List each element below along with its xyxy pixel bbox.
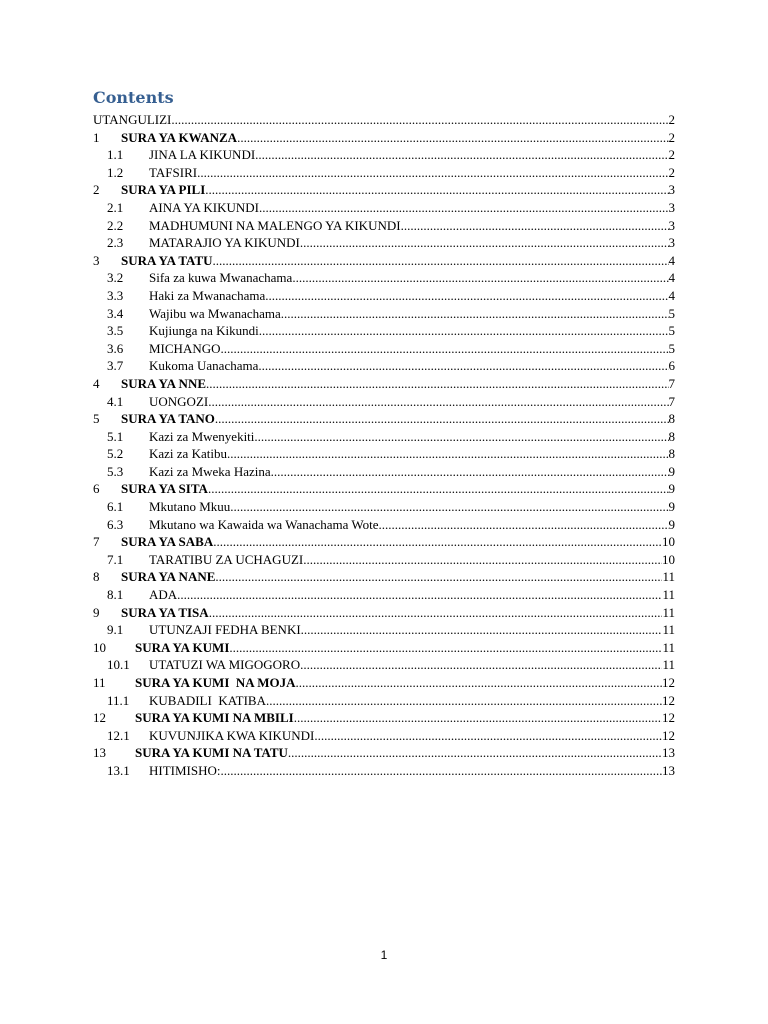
toc-heading: Contents: [93, 88, 174, 107]
toc-dot-leader: [221, 762, 663, 780]
toc-entry[interactable]: [93, 604, 675, 622]
toc-dot-leader: [213, 252, 669, 270]
toc-entry[interactable]: [93, 692, 675, 710]
toc-entry-page: 11: [662, 604, 675, 620]
toc-entry-number: 3.5: [107, 323, 124, 339]
toc-entry-title: SURA YA TISA: [121, 604, 209, 620]
toc-entry-page: 10: [662, 551, 675, 567]
toc-dot-leader: [209, 604, 663, 622]
toc-dot-leader: [254, 428, 668, 446]
toc-entry-number: 13: [93, 745, 106, 761]
toc-entry[interactable]: [93, 375, 675, 393]
toc-entry-number: 3.7: [107, 358, 124, 374]
toc-entry-number: 7.1: [107, 551, 124, 567]
toc-entry-page: 9: [668, 481, 675, 497]
toc-entry[interactable]: [93, 498, 675, 516]
toc-entry-title: UTUNZAJI FEDHA BENKI: [149, 622, 301, 638]
toc-entry[interactable]: [93, 727, 675, 745]
toc-entry-title: SURA YA TANO: [121, 411, 215, 427]
toc-entry-page: 12: [662, 692, 675, 708]
toc-entry-page: 13: [662, 745, 675, 761]
toc-entry-title: Wajibu wa Mwanachama: [149, 305, 281, 321]
toc-entry-title: SURA YA NANE: [121, 569, 216, 585]
toc-dot-leader: [215, 568, 662, 586]
toc-entry-page: 3: [668, 217, 675, 233]
toc-entry-page: 2: [668, 112, 675, 127]
toc-entry-page: 7: [668, 375, 675, 391]
toc-entry-title: TARATIBU ZA UCHAGUZI: [149, 551, 304, 567]
toc-entry[interactable]: [93, 410, 675, 428]
toc-entry-title: SURA YA KUMI: [135, 639, 230, 655]
toc-entry-number: 11.1: [107, 692, 130, 708]
toc-entry-number: 3.6: [107, 340, 124, 356]
toc-dot-leader: [294, 709, 662, 727]
toc-entry-title: Mkutano wa Kawaida wa Wanachama Wote: [149, 516, 379, 532]
toc-dot-leader: [221, 340, 669, 358]
toc-entry-number: 13.1: [107, 762, 130, 778]
toc-entry-page: 2: [668, 164, 675, 180]
toc-dot-leader: [229, 639, 662, 657]
toc-entry-page: 12: [662, 675, 675, 690]
toc-entry-page: 3: [668, 182, 675, 198]
toc-entry-number: 6: [93, 481, 100, 497]
toc-entry-title: MADHUMUNI NA MALENGO YA KIKUNDI: [149, 217, 401, 233]
toc-dot-leader: [259, 199, 668, 217]
toc-entry-number: 5.1: [107, 428, 124, 444]
toc-entry[interactable]: [93, 129, 675, 147]
toc-entry[interactable]: [93, 533, 675, 551]
toc-entry-title: AINA YA KIKUNDI: [149, 199, 260, 215]
toc-entry-page: 10: [662, 534, 675, 550]
toc-dot-leader: [288, 744, 662, 762]
toc-entry[interactable]: [93, 340, 675, 358]
toc-entry[interactable]: [93, 516, 675, 534]
toc-entry-page: 9: [668, 516, 675, 532]
toc-entry-title: SURA YA KUMI NA TATU: [135, 745, 288, 761]
toc-entry[interactable]: [93, 164, 675, 182]
toc-entry-title: ADA: [149, 587, 178, 603]
toc-dot-leader: [177, 586, 662, 604]
toc-dot-leader: [271, 463, 669, 481]
toc-entry[interactable]: [93, 656, 675, 674]
toc-entry-number: 12: [93, 710, 106, 726]
toc-entry-title: SURA YA SABA: [121, 534, 214, 550]
toc-entry-number: 5.2: [107, 446, 124, 462]
toc-dot-leader: [259, 322, 669, 340]
toc-entry-page: 9: [668, 463, 675, 479]
toc-dot-leader: [401, 217, 669, 235]
toc-entry[interactable]: [93, 428, 675, 446]
toc-entry-title: TAFSIRI: [149, 164, 198, 180]
toc-entry-title: Kujiunga na Kikundi: [149, 323, 259, 339]
toc-entry-title: SURA YA KUMI NA MOJA: [135, 675, 296, 690]
toc-dot-leader: [281, 305, 669, 323]
toc-entry[interactable]: [93, 357, 675, 375]
toc-entry-title: MATARAJIO YA KIKUNDI: [149, 235, 300, 251]
toc-dot-leader: [292, 269, 668, 287]
toc-entry-number: 3: [93, 252, 100, 268]
toc-entry[interactable]: [93, 287, 675, 305]
toc-entry-page: 11: [662, 657, 675, 673]
toc-entry-title: Kazi za Mweka Hazina: [149, 463, 271, 479]
toc-entry-page: 9: [668, 499, 675, 515]
toc-entry-page: 7: [668, 393, 675, 409]
toc-entry-number: 10.1: [107, 657, 130, 673]
toc-entry-number: 1: [93, 129, 100, 145]
toc-entry-page: 2: [668, 129, 675, 145]
toc-entry-number: 9: [93, 604, 100, 620]
toc-entry-number: 3.2: [107, 270, 124, 286]
toc-entry[interactable]: [93, 445, 675, 463]
toc-entry-page: 8: [668, 411, 675, 427]
toc-entry-number: 11: [93, 675, 106, 690]
table-of-contents: [93, 111, 675, 780]
toc-entry-page: 11: [662, 569, 675, 585]
toc-dot-leader: [206, 375, 668, 393]
toc-dot-leader: [171, 111, 668, 129]
toc-dot-leader: [266, 692, 662, 710]
toc-entry-title: KUVUNJIKA KWA KIKUNDI: [149, 727, 315, 743]
toc-dot-leader: [258, 357, 668, 375]
toc-entry-number: 10: [93, 639, 106, 655]
toc-entry-title: Kazi za Katibu: [149, 446, 227, 462]
toc-entry[interactable]: [93, 586, 675, 604]
toc-entry-title: Kazi za Mwenyekiti: [149, 428, 255, 444]
toc-entry-page: 3: [668, 199, 675, 215]
toc-dot-leader: [208, 480, 669, 498]
toc-entry-title: MICHANGO: [149, 340, 221, 356]
toc-entry-number: 6.3: [107, 516, 124, 532]
toc-dot-leader: [227, 445, 669, 463]
toc-entry[interactable]: [93, 322, 675, 340]
toc-entry-page: 8: [668, 428, 675, 444]
toc-entry-page: 11: [662, 587, 675, 603]
toc-entry-title: SURA YA NNE: [121, 375, 207, 391]
toc-entry[interactable]: [93, 621, 675, 639]
toc-entry-number: 2.3: [107, 235, 124, 251]
toc-entry[interactable]: [93, 744, 675, 762]
toc-entry[interactable]: [93, 674, 675, 692]
toc-dot-leader: [230, 498, 668, 516]
toc-entry[interactable]: [93, 252, 675, 270]
toc-entry-title: SURA YA TATU: [121, 252, 213, 268]
toc-dot-leader: [208, 393, 668, 411]
toc-entry[interactable]: [93, 709, 675, 727]
toc-entry-number: 3.4: [107, 305, 124, 321]
toc-entry[interactable]: [93, 199, 675, 217]
toc-entry-title: SURA YA KWANZA: [121, 129, 238, 145]
toc-dot-leader: [265, 287, 668, 305]
toc-entry[interactable]: [93, 639, 675, 657]
toc-entry-title: SURA YA KUMI NA MBILI: [135, 710, 294, 726]
toc-entry[interactable]: [93, 269, 675, 287]
toc-dot-leader: [255, 146, 668, 164]
toc-entry[interactable]: [93, 217, 675, 235]
toc-entry-title: JINA LA KIKUNDI: [149, 147, 256, 163]
toc-entry[interactable]: [93, 463, 675, 481]
toc-entry-page: 4: [668, 270, 675, 286]
toc-entry-number: 4.1: [107, 393, 124, 409]
toc-dot-leader: [300, 234, 669, 252]
toc-entry-page: 13: [662, 762, 675, 778]
toc-dot-leader: [379, 516, 669, 534]
toc-dot-leader: [295, 674, 662, 692]
toc-entry-page: 4: [668, 287, 675, 303]
toc-entry-number: 2: [93, 182, 100, 198]
toc-entry[interactable]: [93, 146, 675, 164]
toc-entry[interactable]: [93, 111, 675, 129]
toc-entry-number: 5: [93, 411, 100, 427]
toc-entry-number: 4: [93, 375, 100, 391]
toc-dot-leader: [213, 533, 662, 551]
toc-entry-number: 6.1: [107, 499, 124, 515]
toc-entry-title: Sifa za kuwa Mwanachama: [149, 270, 293, 286]
toc-entry-page: 12: [662, 710, 675, 726]
toc-entry-title: Kukoma Uanachama: [149, 358, 259, 374]
toc-entry-number: 2.2: [107, 217, 124, 233]
toc-entry[interactable]: [93, 234, 675, 252]
toc-entry-page: 8: [668, 446, 675, 462]
toc-entry-title: UTANGULIZI: [93, 112, 172, 127]
toc-entry-page: 11: [662, 622, 675, 638]
toc-entry-page: 5: [668, 323, 675, 339]
toc-entry-number: 8.1: [107, 587, 124, 603]
toc-entry-number: 7: [93, 534, 100, 550]
toc-entry-page: 6: [668, 358, 675, 374]
toc-entry[interactable]: [93, 551, 675, 569]
toc-entry-title: UTATUZI WA MIGOGORO: [149, 657, 301, 673]
toc-entry-title: KUBADILI KATIBA: [149, 692, 266, 708]
toc-entry-number: 3.3: [107, 287, 124, 303]
toc-entry-page: 4: [668, 252, 675, 268]
toc-entry-title: Mkutano Mkuu: [149, 499, 231, 515]
toc-dot-leader: [303, 551, 662, 569]
toc-entry-page: 12: [662, 727, 675, 743]
toc-entry-number: 12.1: [107, 727, 130, 743]
toc-entry[interactable]: [93, 181, 675, 199]
toc-entry-number: 2.1: [107, 199, 124, 215]
toc-entry[interactable]: [93, 480, 675, 498]
toc-dot-leader: [301, 621, 663, 639]
toc-entry-number: 5.3: [107, 463, 124, 479]
toc-entry-title: SURA YA PILI: [121, 182, 206, 198]
toc-dot-leader: [197, 164, 668, 182]
toc-entry-page: 11: [662, 639, 675, 655]
toc-dot-leader: [215, 410, 669, 428]
toc-entry-number: 1.2: [107, 164, 124, 180]
toc-entry-title: UONGOZI: [149, 393, 209, 409]
toc-dot-leader: [314, 727, 662, 745]
toc-dot-leader: [237, 129, 668, 147]
toc-entry[interactable]: [93, 305, 675, 323]
toc-entry-title: Haki za Mwanachama: [149, 287, 266, 303]
page-number: 1: [380, 948, 388, 962]
toc-entry-page: 5: [668, 340, 675, 356]
toc-entry[interactable]: [93, 568, 675, 586]
toc-entry[interactable]: [93, 393, 675, 411]
toc-entry-page: 2: [668, 147, 675, 163]
toc-dot-leader: [205, 181, 668, 199]
toc-entry-title: SURA YA SITA: [121, 481, 208, 497]
toc-entry-page: 5: [668, 305, 675, 321]
toc-entry-number: 9.1: [107, 622, 124, 638]
toc-entry-number: 1.1: [107, 147, 124, 163]
toc-entry[interactable]: [93, 762, 675, 780]
toc-entry-number: 8: [93, 569, 100, 585]
toc-entry-page: 3: [668, 235, 675, 251]
toc-dot-leader: [300, 656, 662, 674]
toc-entry-title: HITIMISHO:: [149, 762, 221, 778]
